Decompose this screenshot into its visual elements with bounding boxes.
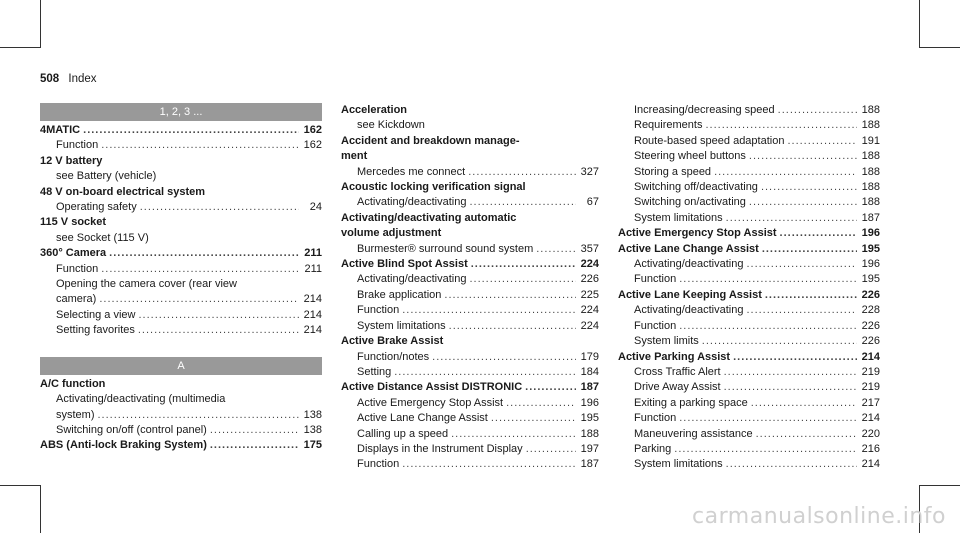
index-entry[interactable] (40, 438, 322, 453)
page-reference: 184 (580, 365, 599, 378)
index-entry[interactable] (618, 149, 880, 164)
page-reference: 195 (861, 242, 880, 255)
entry-label: Active Lane Change Assist (357, 412, 488, 425)
page-reference: 188 (580, 427, 599, 440)
dot-leader (469, 195, 576, 210)
index-entry[interactable] (341, 427, 599, 442)
entry-label: Increasing/decreasing speed (634, 104, 775, 116)
index-section-heading: A (40, 357, 322, 375)
dot-leader (394, 365, 576, 380)
entry-label: Drive Away Assist (634, 381, 721, 394)
dot-leader (714, 165, 857, 180)
page-reference: 226 (861, 288, 880, 301)
index-entry[interactable] (618, 365, 880, 380)
index-entry[interactable] (341, 396, 599, 411)
dot-leader (679, 319, 857, 334)
page-reference: 226 (861, 319, 880, 332)
index-entry[interactable] (40, 292, 322, 307)
page-reference: 67 (586, 196, 599, 209)
index-entry[interactable] (618, 319, 880, 334)
page-reference: 211 (304, 262, 322, 275)
entry-label: Activating/deactivating (357, 196, 467, 209)
crop-mark (40, 0, 41, 48)
index-entry[interactable] (40, 308, 322, 323)
entry-label: Switching off/deactivating (634, 181, 758, 194)
dot-leader (780, 226, 857, 241)
page-reference: 211 (304, 247, 322, 260)
page-reference: 224 (580, 319, 599, 332)
entry-label: Exiting a parking space (634, 396, 748, 409)
page-reference: 220 (861, 427, 880, 440)
entry-label: 360° Camera (40, 247, 107, 260)
entry-label: System limitations (634, 211, 723, 224)
dot-leader (109, 246, 299, 261)
page-reference: 214 (861, 412, 880, 425)
dot-leader (139, 308, 300, 323)
dot-leader (536, 242, 576, 257)
entry-label: System limits (634, 335, 699, 348)
page-reference: 179 (580, 350, 599, 363)
dot-leader (761, 180, 857, 195)
page-reference: 214 (861, 350, 880, 363)
page-reference: 217 (861, 396, 880, 409)
crop-mark (919, 0, 920, 48)
index-entry[interactable] (618, 442, 880, 457)
page-reference: 219 (861, 381, 880, 394)
index-entry[interactable] (341, 303, 599, 318)
dot-leader (506, 396, 576, 411)
entry-label: Function (56, 139, 99, 152)
entry-label: ABS (Anti-lock Braking System) (40, 439, 207, 452)
dot-leader (726, 457, 857, 472)
dot-leader (99, 292, 299, 307)
index-column-2 (341, 103, 599, 473)
dot-leader (705, 118, 857, 133)
entry-label: camera) (56, 293, 97, 306)
entry-label: Function (56, 262, 99, 275)
entry-label: Displays in the Instrument Display (357, 442, 523, 455)
crop-mark (920, 485, 960, 486)
dot-leader (525, 380, 576, 395)
index-keyword: 12 V battery (40, 154, 103, 167)
index-entry[interactable] (40, 246, 322, 261)
entry-label: Setting favorites (56, 324, 135, 337)
dot-leader (726, 211, 857, 226)
dot-leader (679, 411, 857, 426)
page-reference: 196 (861, 258, 880, 271)
dot-leader (101, 262, 299, 277)
index-entry[interactable] (618, 272, 880, 287)
page-reference: 196 (861, 227, 880, 240)
index-entry[interactable] (618, 350, 880, 365)
entry-label: Function (634, 412, 677, 425)
entry-label: Function/notes (357, 350, 430, 363)
page-reference: 197 (580, 442, 599, 455)
page-reference: 188 (861, 181, 880, 194)
dot-leader (787, 134, 857, 149)
page-reference: 24 (309, 201, 322, 214)
entry-label: Brake application (357, 288, 442, 301)
entry-label: Storing a speed (634, 165, 712, 178)
dot-leader (140, 200, 299, 215)
section-spacer (40, 339, 322, 357)
entry-label: Parking (634, 442, 672, 455)
index-keyword: Acceleration (341, 104, 408, 116)
crop-mark (0, 47, 40, 48)
index-entry[interactable] (341, 411, 599, 426)
dot-leader (451, 427, 576, 442)
index-keyword: Activating/deactivating automatic (341, 211, 517, 224)
page-reference: 188 (861, 196, 880, 209)
index-entry[interactable] (618, 195, 880, 210)
page-reference: 216 (861, 442, 880, 455)
dot-leader (83, 123, 299, 138)
index-entry[interactable] (618, 288, 880, 303)
index-entry[interactable] (618, 457, 880, 472)
page-reference: 357 (580, 242, 599, 255)
dot-leader (210, 423, 299, 438)
dot-leader (449, 319, 576, 334)
index-entry[interactable] (618, 427, 880, 442)
entry-label: Switching on/activating (634, 196, 746, 209)
dot-leader (469, 272, 576, 287)
index-entry[interactable] (618, 180, 880, 195)
index-entry[interactable] (618, 396, 880, 411)
dot-leader (471, 257, 576, 272)
index-entry[interactable] (40, 138, 322, 153)
index-column-3 (618, 103, 880, 473)
entry-label: Requirements (634, 119, 703, 132)
page-header (40, 73, 97, 85)
entry-label: Function (357, 458, 400, 471)
index-subentry: see Kickdown (357, 119, 425, 132)
entry-label: System limitations (357, 319, 446, 332)
entry-label: system) (56, 408, 95, 421)
page-reference: 162 (303, 124, 322, 136)
dot-leader (702, 334, 857, 349)
page-reference: 225 (580, 288, 599, 301)
dot-leader (746, 303, 857, 318)
index-entry[interactable] (341, 242, 599, 257)
dot-leader (468, 165, 576, 180)
page-reference: 196 (580, 396, 599, 409)
index-entry[interactable] (40, 262, 322, 277)
dot-leader (724, 380, 857, 395)
entry-label: Active Distance Assist DISTRONIC (341, 381, 523, 394)
page-reference: 228 (861, 304, 880, 317)
entry-label: Activating/deactivating (634, 304, 744, 317)
entry-label: Function (634, 319, 677, 332)
page-reference: 188 (861, 165, 880, 178)
index-entry[interactable] (40, 323, 322, 338)
index-entry[interactable] (341, 319, 599, 334)
entry-label: Mercedes me connect (357, 165, 466, 178)
index-entry[interactable] (618, 380, 880, 395)
index-column-1 (40, 103, 322, 454)
index-entry[interactable] (40, 423, 322, 438)
index-keyword: Active Brake Assist (341, 335, 444, 348)
page-reference: 327 (580, 165, 599, 178)
index-keyword: 115 V socket (40, 216, 107, 229)
dot-leader (101, 138, 299, 153)
index-entry[interactable] (341, 288, 599, 303)
entry-label: Selecting a view (56, 308, 136, 321)
index-entry[interactable] (618, 411, 880, 426)
dot-leader (432, 350, 576, 365)
entry-label: Active Emergency Stop Assist (618, 227, 777, 240)
page-reference: 224 (580, 258, 599, 271)
page-reference: 187 (580, 458, 599, 471)
page-reference: 219 (861, 365, 880, 378)
entry-label: 4MATIC (40, 124, 81, 136)
index-entry[interactable] (341, 195, 599, 210)
page-reference: 187 (580, 381, 599, 394)
index-entry[interactable] (618, 334, 880, 349)
entry-label: Active Parking Assist (618, 350, 731, 363)
entry-label: Active Emergency Stop Assist (357, 396, 504, 409)
page-reference: 188 (861, 150, 880, 163)
crop-mark (920, 47, 960, 48)
entry-label: Burmester® surround sound system (357, 242, 534, 255)
dot-leader (444, 288, 576, 303)
index-entry[interactable] (618, 134, 880, 149)
page-reference: 138 (303, 408, 322, 421)
page-reference: 195 (861, 273, 880, 286)
entry-label: Route-based speed adaptation (634, 134, 785, 147)
index-entry[interactable] (618, 118, 880, 133)
dot-leader (762, 242, 857, 257)
watermark-logo: carmanualsonline.info (692, 504, 946, 529)
index-keyword: ment (341, 150, 368, 163)
index-entry[interactable] (341, 457, 599, 472)
index-entry[interactable] (341, 165, 599, 180)
entry-label: System limitations (634, 458, 723, 471)
page-reference: 214 (861, 458, 880, 471)
page-reference: 214 (303, 293, 322, 306)
dot-leader (491, 411, 576, 426)
page-reference: 188 (861, 104, 880, 116)
page-number: 508 (40, 73, 60, 85)
page-reference: 188 (861, 119, 880, 132)
index-entry[interactable] (618, 226, 880, 241)
index-keyword: Acoustic locking verification signal (341, 181, 526, 194)
dot-leader (756, 427, 857, 442)
index-entry[interactable] (341, 257, 599, 272)
entry-label: Steering wheel buttons (634, 150, 746, 163)
crop-mark (40, 485, 41, 533)
dot-leader (749, 149, 857, 164)
entry-label: Active Blind Spot Assist (341, 258, 468, 271)
index-entry[interactable] (618, 257, 880, 272)
dot-leader (765, 288, 857, 303)
crop-mark (0, 485, 40, 486)
page-reference: 224 (580, 304, 599, 317)
index-entry[interactable] (341, 272, 599, 287)
index-keyword: 48 V on-board electrical system (40, 185, 206, 198)
entry-label: Switching on/off (control panel) (56, 423, 207, 436)
index-entry[interactable] (40, 200, 322, 215)
index-entry[interactable] (618, 303, 880, 318)
dot-leader (751, 396, 857, 411)
entry-label: Active Lane Keeping Assist (618, 288, 762, 301)
index-subentry: Activating/deactivating (multimedia (56, 393, 226, 406)
entry-label: Calling up a speed (357, 427, 449, 440)
dot-leader (746, 257, 857, 272)
index-entry[interactable] (618, 165, 880, 180)
index-entry[interactable] (618, 242, 880, 257)
entry-label: Function (634, 273, 677, 286)
dot-leader (679, 272, 857, 287)
index-subentry: see Battery (vehicle) (56, 170, 157, 183)
index-entry[interactable] (341, 350, 599, 365)
index-entry[interactable] (341, 380, 599, 395)
dot-leader (138, 323, 299, 338)
page-reference: 214 (303, 308, 322, 321)
entry-label: Function (357, 304, 400, 317)
index-keyword: volume adjustment (341, 227, 442, 240)
entry-label: Activating/deactivating (634, 258, 744, 271)
index-keyword: A/C function (40, 377, 106, 390)
dot-leader (749, 195, 857, 210)
page-reference: 195 (580, 412, 599, 425)
page-reference: 162 (303, 139, 322, 152)
index-keyword: Accident and breakdown manage- (341, 134, 520, 147)
dot-leader (526, 442, 576, 457)
page-reference: 191 (861, 134, 880, 147)
page-reference: 175 (303, 439, 322, 452)
dot-leader (724, 365, 857, 380)
index-subentry: see Socket (115 V) (56, 231, 149, 244)
page-reference: 214 (303, 324, 322, 337)
index-entry[interactable] (40, 123, 322, 138)
index-entry[interactable] (341, 365, 599, 380)
dot-leader (402, 457, 576, 472)
entry-label: Operating safety (56, 201, 137, 214)
dot-leader (674, 442, 857, 457)
entry-label: Setting (357, 365, 392, 378)
dot-leader (402, 303, 576, 318)
entry-label: Activating/deactivating (357, 273, 467, 286)
index-entry[interactable] (341, 442, 599, 457)
page-reference: 138 (303, 423, 322, 436)
page-reference: 226 (861, 335, 880, 348)
entry-label: Active Lane Change Assist (618, 242, 759, 255)
index-section-heading: 1, 2, 3 ... (40, 103, 322, 121)
index-entry[interactable] (618, 211, 880, 226)
index-entry[interactable] (618, 103, 880, 118)
page-reference: 226 (580, 273, 599, 286)
entry-label: Maneuvering assistance (634, 427, 753, 440)
dot-leader (98, 408, 300, 423)
section-title: Index (68, 73, 97, 85)
dot-leader (778, 103, 857, 118)
dot-leader (733, 350, 857, 365)
entry-label: Cross Traffic Alert (634, 365, 721, 378)
index-subentry: Opening the camera cover (rear view (56, 278, 237, 291)
index-entry[interactable] (40, 408, 322, 423)
page-reference: 187 (861, 211, 880, 224)
dot-leader (210, 438, 299, 453)
